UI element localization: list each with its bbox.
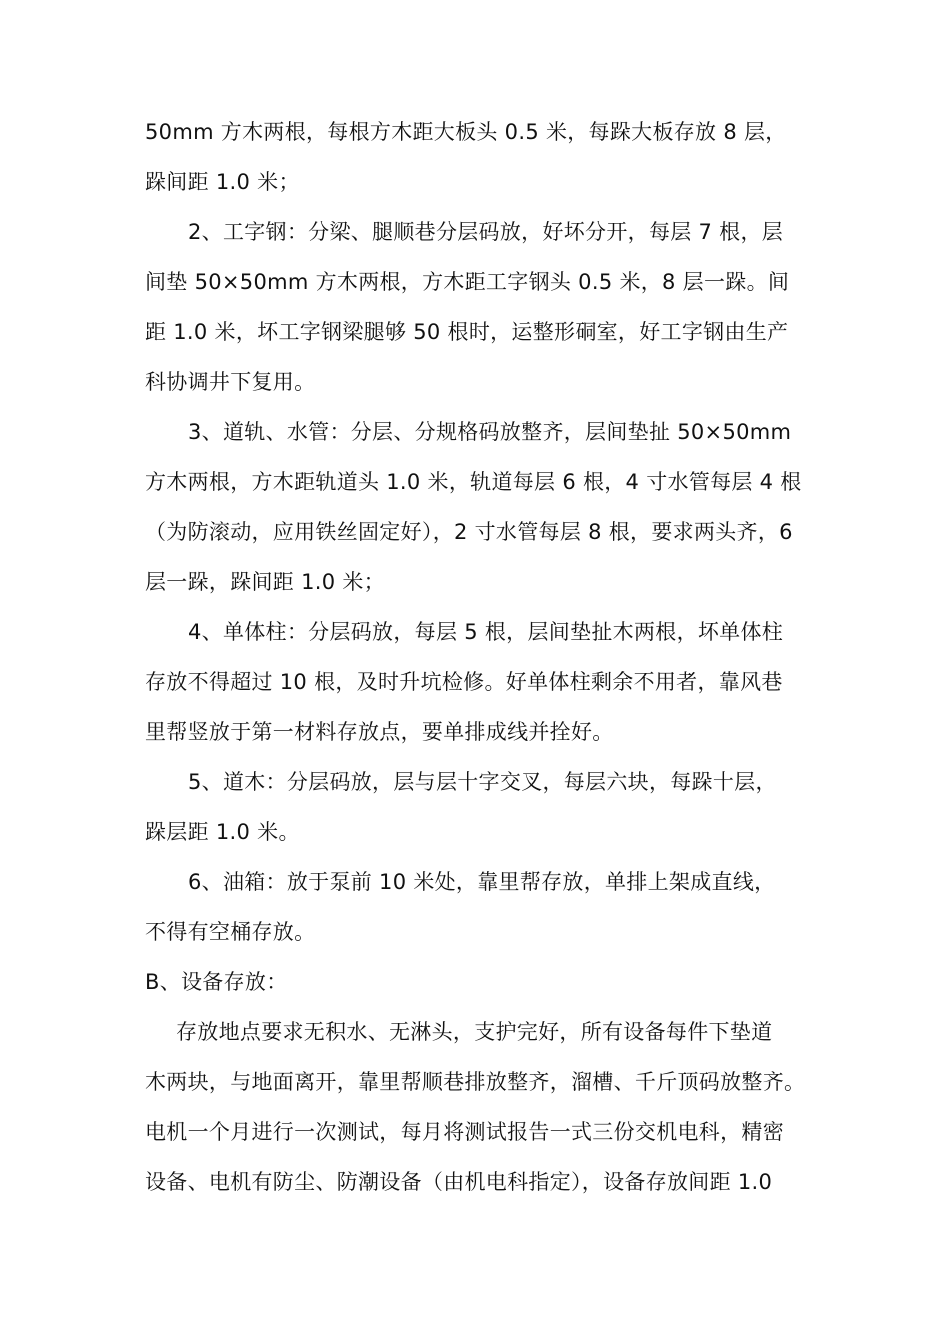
- text-line-5: 距 1.0 米，坏工字钢梁腿够 50 根时，运整形硐室，好工字钢由生产: [145, 320, 789, 344]
- text-line-11: 4、单体柱：分层码放，每层 5 根，层间垫扯木两根，坏单体柱: [188, 620, 784, 644]
- text-line-20: 木两块，与地面离开，靠里帮顺巷排放整齐，溜槽、千斤顶码放整齐。: [145, 1070, 806, 1094]
- text-line-3: 2、工字钢：分梁、腿顺巷分层码放，好坏分开，每层 7 根，层: [188, 220, 784, 244]
- text-line-6: 科协调井下复用。: [145, 370, 316, 394]
- text-line-4: 间垫 50×50mm 方木两根，方木距工字钢头 0.5 米，8 层一跺。间: [145, 270, 790, 294]
- text-line-12: 存放不得超过 10 根，及时升坑检修。好单体柱剩余不用者，靠风巷: [145, 670, 783, 694]
- text-line-21: 电机一个月进行一次测试，每月将测试报告一式三份交机电科，精密: [145, 1120, 784, 1144]
- text-line-2: 跺间距 1.0 米；: [145, 170, 300, 194]
- text-line-9: （为防滚动，应用铁丝固定好），2 寸水管每层 8 根，要求两头齐，6: [145, 520, 793, 544]
- text-line-10: 层一跺，跺间距 1.0 米；: [145, 570, 385, 594]
- text-line-8: 方木两根，方木距轨道头 1.0 米，轨道每层 6 根，4 寸水管每层 4 根: [145, 470, 802, 494]
- text-line-7: 3、道轨、水管：分层、分规格码放整齐，层间垫扯 50×50mm: [188, 420, 792, 444]
- text-line-1: 50mm 方木两根，每根方木距大板头 0.5 米，每跺大板存放 8 层，: [145, 120, 787, 144]
- text-line-16: 6、油箱：放于泵前 10 米处，靠里帮存放，单排上架成直线，: [188, 870, 776, 894]
- section-heading-equipment-storage: B、设备存放：: [145, 970, 288, 994]
- text-line-15: 跺层距 1.0 米。: [145, 820, 300, 844]
- text-line-22: 设备、电机有防尘、防潮设备（由机电科指定），设备存放间距 1.0: [145, 1170, 773, 1194]
- text-line-17: 不得有空桶存放。: [145, 920, 316, 944]
- text-line-19: 存放地点要求无积水、无淋头，支护完好，所有设备每件下垫道: [176, 1020, 773, 1044]
- text-line-13: 里帮竖放于第一材料存放点，要单排成线并拴好。: [145, 720, 614, 744]
- text-line-14: 5、道木：分层码放，层与层十字交叉，每层六块，每跺十层，: [188, 770, 777, 794]
